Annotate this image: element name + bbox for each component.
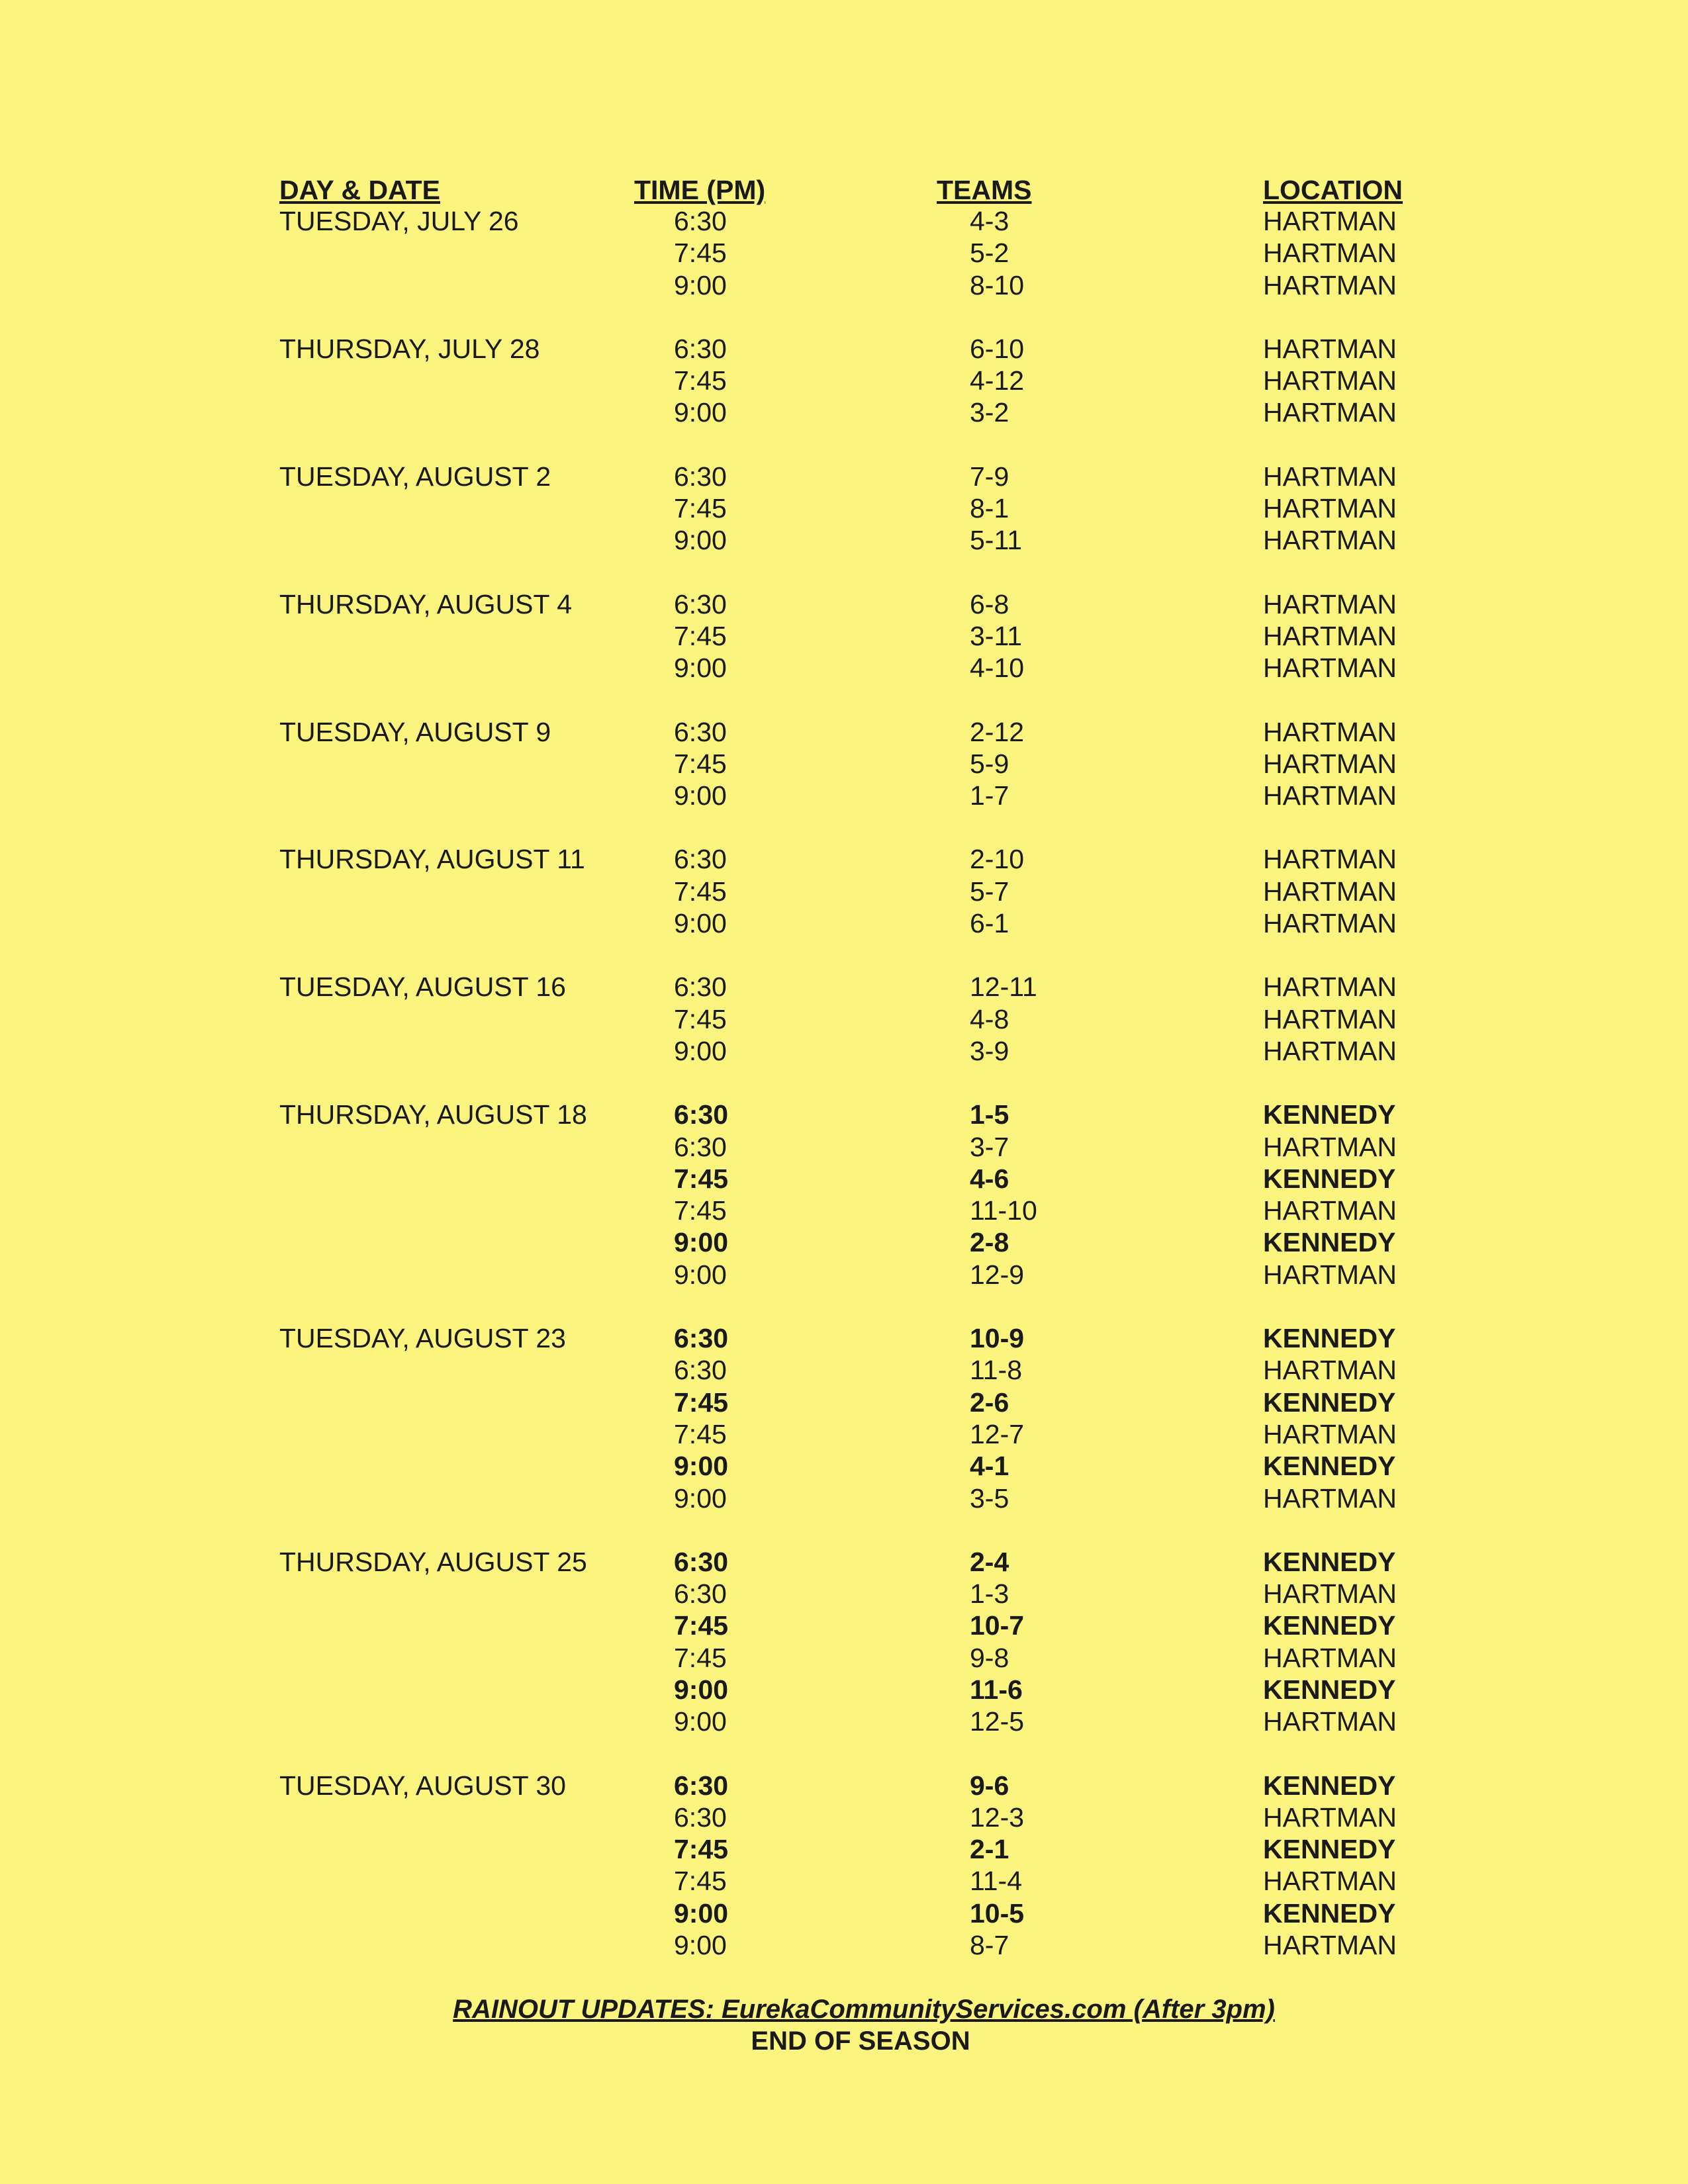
game-time: 6:30	[674, 1801, 727, 1833]
game-teams: 1-3	[970, 1578, 1009, 1610]
game-time: 7:45	[674, 1163, 729, 1194]
schedule-group	[0, 1546, 1688, 1738]
game-teams: 11-6	[970, 1674, 1023, 1705]
game-teams: 12-5	[970, 1706, 1025, 1737]
game-location: KENNEDY	[1263, 1323, 1396, 1354]
game-teams: 5-7	[970, 876, 1009, 907]
schedule-group	[0, 716, 1688, 812]
table-row	[0, 1674, 1688, 1706]
game-time: 9:00	[674, 1259, 727, 1290]
game-time: 6:30	[674, 1131, 727, 1162]
game-time: 7:45	[674, 1195, 727, 1226]
table-row	[0, 843, 1688, 875]
game-teams: 6-8	[970, 588, 1009, 619]
table-row	[0, 716, 1688, 748]
game-location: HARTMAN	[1263, 748, 1397, 779]
game-teams: 6-10	[970, 333, 1025, 364]
game-teams: 4-10	[970, 653, 1025, 684]
game-location: HARTMAN	[1263, 1866, 1397, 1897]
game-location: HARTMAN	[1263, 1418, 1397, 1449]
table-row	[0, 237, 1688, 269]
header-time: TIME (PM)	[634, 175, 766, 205]
table-row	[0, 396, 1688, 428]
game-location: HARTMAN	[1263, 1131, 1397, 1162]
game-location: HARTMAN	[1263, 780, 1397, 811]
schedule-group	[0, 1099, 1688, 1291]
game-teams: 4-3	[970, 206, 1009, 236]
game-date: TUESDAY, AUGUST 2	[279, 461, 551, 492]
table-header	[0, 173, 1688, 206]
game-location: KENNEDY	[1263, 1227, 1396, 1258]
game-time: 6:30	[674, 972, 727, 1003]
schedule-group	[0, 971, 1688, 1067]
game-location: HARTMAN	[1263, 1706, 1397, 1737]
table-row	[0, 1418, 1688, 1450]
game-location: HARTMAN	[1263, 1035, 1397, 1066]
game-time: 7:45	[674, 493, 727, 524]
game-location: HARTMAN	[1263, 876, 1397, 907]
table-row	[0, 461, 1688, 492]
schedule-group	[0, 588, 1688, 684]
game-location: KENNEDY	[1263, 1451, 1396, 1482]
game-location: HARTMAN	[1263, 1003, 1397, 1034]
table-row	[0, 1770, 1688, 1801]
table-row	[0, 1354, 1688, 1386]
game-date: TUESDAY, AUGUST 30	[279, 1770, 566, 1801]
game-teams: 1-7	[970, 780, 1009, 811]
game-teams: 5-9	[970, 748, 1009, 779]
game-date: THURSDAY, AUGUST 25	[279, 1546, 587, 1577]
game-location: KENNEDY	[1263, 1897, 1396, 1929]
table-row	[0, 1259, 1688, 1291]
game-date: TUESDAY, AUGUST 9	[279, 716, 551, 747]
table-row	[0, 1387, 1688, 1418]
footer	[0, 1993, 1688, 2057]
table-row	[0, 971, 1688, 1003]
game-time: 9:00	[674, 1897, 729, 1929]
game-date: THURSDAY, JULY 28	[279, 333, 540, 364]
game-teams: 4-6	[970, 1163, 1009, 1194]
game-teams: 3-7	[970, 1131, 1009, 1162]
game-location: HARTMAN	[1263, 653, 1397, 684]
game-time: 6:30	[674, 716, 727, 747]
game-date: THURSDAY, AUGUST 18	[279, 1099, 587, 1130]
game-teams: 3-11	[970, 620, 1023, 651]
game-teams: 8-7	[970, 1930, 1009, 1961]
game-teams: 2-10	[970, 844, 1025, 875]
game-location: HARTMAN	[1263, 716, 1397, 747]
game-teams: 8-1	[970, 493, 1009, 524]
game-teams: 10-9	[970, 1323, 1025, 1354]
game-teams: 10-5	[970, 1897, 1025, 1929]
game-time: 6:30	[674, 844, 727, 875]
table-row	[0, 1450, 1688, 1482]
game-time: 7:45	[674, 1642, 727, 1673]
game-location: KENNEDY	[1263, 1834, 1396, 1865]
table-row	[0, 1131, 1688, 1163]
game-time: 9:00	[674, 780, 727, 811]
game-time: 7:45	[674, 748, 727, 779]
header-day-date: DAY & DATE	[279, 175, 441, 205]
game-time: 7:45	[674, 620, 727, 651]
game-location: KENNEDY	[1263, 1387, 1396, 1418]
table-row	[0, 1003, 1688, 1035]
game-teams: 4-8	[970, 1003, 1009, 1034]
game-location: HARTMAN	[1263, 333, 1397, 364]
game-time: 6:30	[674, 1099, 729, 1130]
game-location: HARTMAN	[1263, 1195, 1397, 1226]
game-teams: 9-8	[970, 1642, 1009, 1673]
game-location: HARTMAN	[1263, 525, 1397, 556]
game-date: TUESDAY, JULY 26	[279, 206, 519, 236]
game-time: 6:30	[674, 333, 727, 364]
game-time: 6:30	[674, 461, 727, 492]
game-time: 6:30	[674, 1578, 727, 1610]
game-teams: 11-4	[970, 1866, 1023, 1897]
end-of-season-note: END OF SEASON	[751, 2026, 970, 2056]
game-time: 9:00	[674, 1035, 727, 1066]
game-location: HARTMAN	[1263, 238, 1397, 269]
table-row	[0, 492, 1688, 524]
table-row	[0, 1195, 1688, 1226]
game-location: HARTMAN	[1263, 461, 1397, 492]
game-teams: 10-7	[970, 1610, 1025, 1641]
game-teams: 8-10	[970, 269, 1025, 300]
game-location: HARTMAN	[1263, 620, 1397, 651]
game-teams: 3-9	[970, 1035, 1009, 1066]
table-row	[0, 1833, 1688, 1865]
game-time: 9:00	[674, 1706, 727, 1737]
game-teams: 4-12	[970, 365, 1025, 396]
schedule-group	[0, 1770, 1688, 1962]
game-time: 9:00	[674, 1482, 727, 1514]
game-time: 7:45	[674, 1003, 727, 1034]
game-teams: 6-1	[970, 908, 1009, 939]
game-teams: 2-8	[970, 1227, 1009, 1258]
header-teams: TEAMS	[937, 175, 1032, 205]
game-time: 9:00	[674, 1227, 729, 1258]
game-location: HARTMAN	[1263, 397, 1397, 428]
schedule-group	[0, 461, 1688, 557]
game-time: 9:00	[674, 653, 727, 684]
game-date: TUESDAY, AUGUST 16	[279, 972, 566, 1003]
game-location: KENNEDY	[1263, 1610, 1396, 1641]
game-date: THURSDAY, AUGUST 4	[279, 588, 573, 619]
table-row	[0, 1035, 1688, 1067]
table-row	[0, 1226, 1688, 1258]
table-row	[0, 365, 1688, 396]
game-teams: 4-1	[970, 1451, 1009, 1482]
game-teams: 12-9	[970, 1259, 1025, 1290]
game-teams: 1-5	[970, 1099, 1009, 1130]
game-time: 9:00	[674, 525, 727, 556]
game-location: HARTMAN	[1263, 365, 1397, 396]
table-row	[0, 1546, 1688, 1578]
game-time: 9:00	[674, 397, 727, 428]
table-row	[0, 269, 1688, 301]
game-time: 7:45	[674, 1834, 729, 1865]
table-row	[0, 1897, 1688, 1929]
game-teams: 12-11	[970, 972, 1037, 1003]
schedule-group	[0, 333, 1688, 429]
table-row	[0, 652, 1688, 684]
game-time: 9:00	[674, 908, 727, 939]
game-location: HARTMAN	[1263, 844, 1397, 875]
game-location: KENNEDY	[1263, 1546, 1396, 1577]
table-row	[0, 1099, 1688, 1130]
table-row	[0, 1322, 1688, 1354]
game-teams: 3-2	[970, 397, 1009, 428]
game-teams: 5-11	[970, 525, 1023, 556]
game-teams: 7-9	[970, 461, 1009, 492]
table-row	[0, 1865, 1688, 1897]
game-time: 7:45	[674, 1866, 727, 1897]
game-date: TUESDAY, AUGUST 23	[279, 1323, 566, 1354]
table-row	[0, 1163, 1688, 1195]
game-location: HARTMAN	[1263, 206, 1397, 236]
game-time: 7:45	[674, 1418, 727, 1449]
game-time: 9:00	[674, 1674, 729, 1705]
header-location: LOCATION	[1263, 175, 1403, 205]
table-row	[0, 1642, 1688, 1674]
game-location: HARTMAN	[1263, 1642, 1397, 1673]
game-teams: 2-12	[970, 716, 1025, 747]
schedule-table	[0, 205, 1688, 1993]
game-location: KENNEDY	[1263, 1099, 1396, 1130]
table-row	[0, 876, 1688, 907]
table-row	[0, 780, 1688, 811]
table-row	[0, 1578, 1688, 1610]
game-time: 6:30	[674, 1355, 727, 1386]
schedule-group	[0, 1322, 1688, 1514]
game-teams: 9-6	[970, 1770, 1009, 1801]
game-teams: 11-10	[970, 1195, 1037, 1226]
table-row	[0, 1610, 1688, 1641]
game-teams: 2-4	[970, 1546, 1009, 1577]
table-row	[0, 524, 1688, 556]
game-location: HARTMAN	[1263, 588, 1397, 619]
game-time: 6:30	[674, 1546, 729, 1577]
game-teams: 2-6	[970, 1387, 1009, 1418]
table-row	[0, 1801, 1688, 1833]
game-location: HARTMAN	[1263, 972, 1397, 1003]
game-teams: 5-2	[970, 238, 1009, 269]
game-time: 6:30	[674, 206, 727, 236]
table-row	[0, 1482, 1688, 1514]
game-location: HARTMAN	[1263, 269, 1397, 300]
game-time: 9:00	[674, 269, 727, 300]
game-time: 7:45	[674, 365, 727, 396]
table-row	[0, 1706, 1688, 1737]
game-time: 6:30	[674, 1770, 729, 1801]
table-row	[0, 588, 1688, 620]
game-teams: 12-3	[970, 1801, 1025, 1833]
game-teams: 3-5	[970, 1482, 1009, 1514]
game-date: THURSDAY, AUGUST 11	[279, 844, 585, 875]
game-location: HARTMAN	[1263, 908, 1397, 939]
game-location: HARTMAN	[1263, 1930, 1397, 1961]
game-location: KENNEDY	[1263, 1674, 1396, 1705]
game-time: 7:45	[674, 238, 727, 269]
game-location: HARTMAN	[1263, 1482, 1397, 1514]
schedule-group	[0, 843, 1688, 939]
game-location: KENNEDY	[1263, 1770, 1396, 1801]
game-location: HARTMAN	[1263, 1578, 1397, 1610]
game-location: HARTMAN	[1263, 1259, 1397, 1290]
table-row	[0, 1929, 1688, 1961]
table-row	[0, 748, 1688, 780]
game-location: HARTMAN	[1263, 1355, 1397, 1386]
game-time: 7:45	[674, 1610, 729, 1641]
table-row	[0, 205, 1688, 237]
game-location: HARTMAN	[1263, 493, 1397, 524]
table-row	[0, 907, 1688, 939]
table-row	[0, 333, 1688, 365]
game-time: 7:45	[674, 876, 727, 907]
table-row	[0, 620, 1688, 652]
game-location: HARTMAN	[1263, 1801, 1397, 1833]
game-teams: 2-1	[970, 1834, 1009, 1865]
rainout-updates-note: RAINOUT UPDATES: EurekaCommunityServices.com (After 3pm)	[453, 1995, 1275, 2024]
game-location: KENNEDY	[1263, 1163, 1396, 1194]
game-time: 7:45	[674, 1387, 729, 1418]
game-time: 9:00	[674, 1451, 729, 1482]
game-teams: 12-7	[970, 1418, 1025, 1449]
game-teams: 11-8	[970, 1355, 1023, 1386]
game-time: 6:30	[674, 588, 727, 619]
schedule-group	[0, 205, 1688, 301]
game-time: 9:00	[674, 1930, 727, 1961]
game-time: 6:30	[674, 1323, 729, 1354]
